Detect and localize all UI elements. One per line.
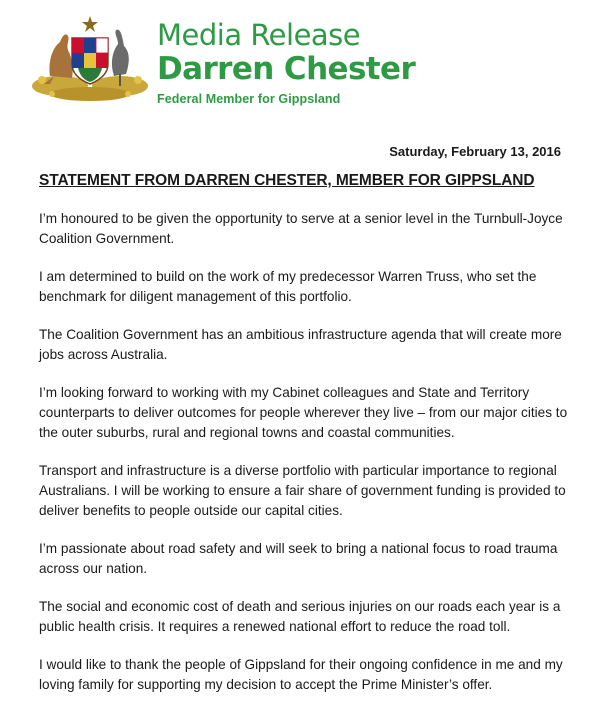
release-date: Saturday, February 13, 2016: [389, 144, 561, 159]
masthead: [157, 18, 415, 106]
paragraph: I’m honoured to be given the opportunity to serve at a senior level in the Turnbull-Joyce Coalition Government.: [39, 211, 563, 246]
paragraph: I’m passionate about road safety and will seek to bring a national focus to road trauma across our nation.: [39, 541, 558, 576]
paragraph: The Coalition Government has an ambitious infrastructure agenda that will create more jobs across Australia.: [39, 327, 562, 362]
statement-headline: STATEMENT FROM DARREN CHESTER, MEMBER FOR GIPPSLAND: [39, 172, 535, 189]
masthead-name: Darren Chester: [157, 51, 416, 87]
paragraph: The social and economic cost of death and serious injuries on our roads each year is a public health crisis. It requires a renewed national effort to reduce the road toll.: [39, 599, 561, 634]
paragraph: Transport and infrastructure is a diverse portfolio with particular importance to regional Australians. I will be working to ensure a fair share of government funding is provided to deliver benefits to people outside our capital cities.: [39, 463, 566, 518]
masthead-title: Media Release: [157, 18, 361, 52]
statement-body: [39, 209, 569, 713]
coat-of-arms-icon: [30, 14, 150, 104]
masthead-subtitle: Federal Member for Gippsland: [157, 92, 341, 106]
paragraph: I am determined to build on the work of my predecessor Warren Truss, who set the benchmark for diligent management of this portfolio.: [39, 269, 537, 304]
paragraph: I’m looking forward to working with my Cabinet colleagues and State and Territory counterparts to deliver outcomes for people wherever they live – from our major cities to the outer suburbs, rural and regional towns and coastal communities.: [39, 385, 568, 440]
paragraph: I would like to thank the people of Gippsland for their ongoing confidence in me and my loving family for supporting my decision to accept the Prime Minister’s offer.: [39, 657, 563, 692]
